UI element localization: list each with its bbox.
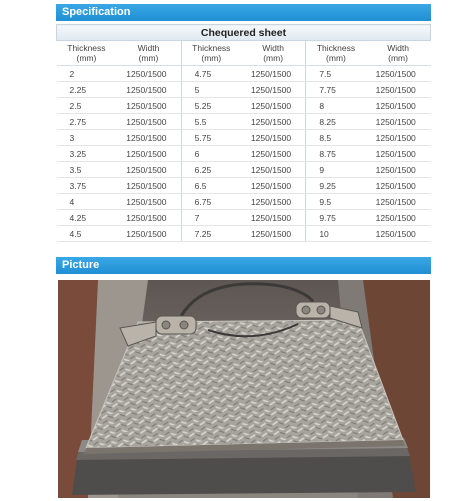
width-cell: 1250/1500 — [366, 226, 431, 242]
table-title-row — [57, 25, 431, 41]
thickness-cell: 8.5 — [306, 130, 366, 146]
table-row — [57, 146, 431, 162]
thickness-cell: 8 — [306, 98, 366, 114]
chequered-plate-image — [58, 280, 430, 498]
table-title: Chequered sheet — [57, 25, 431, 41]
thickness-cell: 3.75 — [57, 178, 117, 194]
header-thickness-2: Thickness (mm) — [181, 41, 241, 66]
thickness-cell: 9 — [306, 162, 366, 178]
width-cell: 1250/1500 — [116, 82, 181, 98]
header-width-1: Width (mm) — [116, 41, 181, 66]
thickness-cell: 5.75 — [181, 130, 241, 146]
thickness-cell: 7 — [181, 210, 241, 226]
thickness-cell: 3.5 — [57, 162, 117, 178]
header-thickness-1: Thickness (mm) — [57, 41, 117, 66]
width-cell: 1250/1500 — [241, 178, 306, 194]
thickness-cell: 6.5 — [181, 178, 241, 194]
width-cell: 1250/1500 — [241, 114, 306, 130]
thickness-cell: 7.5 — [306, 66, 366, 82]
thickness-cell: 2 — [57, 66, 117, 82]
table-row — [57, 66, 431, 82]
thickness-cell: 2.5 — [57, 98, 117, 114]
thickness-cell: 6.75 — [181, 194, 241, 210]
width-cell: 1250/1500 — [241, 98, 306, 114]
table-row — [57, 162, 431, 178]
width-cell: 1250/1500 — [116, 162, 181, 178]
width-cell: 1250/1500 — [116, 178, 181, 194]
chequered-sheet-table — [56, 24, 431, 242]
thickness-cell: 9.25 — [306, 178, 366, 194]
table-row — [57, 82, 431, 98]
thickness-cell: 4.75 — [181, 66, 241, 82]
width-cell: 1250/1500 — [241, 130, 306, 146]
table-row — [57, 130, 431, 146]
thickness-cell: 9.5 — [306, 194, 366, 210]
table-body — [57, 66, 431, 242]
thickness-cell: 4.25 — [57, 210, 117, 226]
width-cell: 1250/1500 — [116, 146, 181, 162]
width-cell: 1250/1500 — [116, 66, 181, 82]
width-cell: 1250/1500 — [241, 226, 306, 242]
width-cell: 1250/1500 — [366, 210, 431, 226]
thickness-cell: 3.25 — [57, 146, 117, 162]
width-cell: 1250/1500 — [116, 130, 181, 146]
table-row — [57, 178, 431, 194]
width-cell: 1250/1500 — [366, 146, 431, 162]
width-cell: 1250/1500 — [116, 210, 181, 226]
thickness-cell: 6.25 — [181, 162, 241, 178]
thickness-cell: 5 — [181, 82, 241, 98]
thickness-cell: 5.25 — [181, 98, 241, 114]
thickness-cell: 10 — [306, 226, 366, 242]
width-cell: 1250/1500 — [366, 66, 431, 82]
thickness-cell: 6 — [181, 146, 241, 162]
width-cell: 1250/1500 — [366, 130, 431, 146]
thickness-cell: 4 — [57, 194, 117, 210]
table-row — [57, 194, 431, 210]
specification-heading: Specification — [56, 4, 431, 21]
width-cell: 1250/1500 — [241, 82, 306, 98]
width-cell: 1250/1500 — [241, 66, 306, 82]
width-cell: 1250/1500 — [241, 162, 306, 178]
chequered-sheet-photo — [58, 280, 430, 498]
thickness-cell: 3 — [57, 130, 117, 146]
table-row — [57, 226, 431, 242]
header-width-2: Width (mm) — [241, 41, 306, 66]
width-cell: 1250/1500 — [366, 98, 431, 114]
thickness-cell: 2.75 — [57, 114, 117, 130]
thickness-cell: 7.25 — [181, 226, 241, 242]
header-thickness-3: Thickness (mm) — [306, 41, 366, 66]
width-cell: 1250/1500 — [366, 194, 431, 210]
width-cell: 1250/1500 — [241, 146, 306, 162]
width-cell: 1250/1500 — [241, 194, 306, 210]
header-width-3: Width (mm) — [366, 41, 431, 66]
table-row — [57, 210, 431, 226]
width-cell: 1250/1500 — [241, 210, 306, 226]
width-cell: 1250/1500 — [366, 114, 431, 130]
width-cell: 1250/1500 — [116, 98, 181, 114]
width-cell: 1250/1500 — [366, 82, 431, 98]
picture-heading: Picture — [56, 257, 431, 274]
table-row — [57, 98, 431, 114]
thickness-cell: 4.5 — [57, 226, 117, 242]
thickness-cell: 8.25 — [306, 114, 366, 130]
thickness-cell: 8.75 — [306, 146, 366, 162]
table-header-row — [57, 41, 431, 66]
thickness-cell: 5.5 — [181, 114, 241, 130]
thickness-cell: 7.75 — [306, 82, 366, 98]
thickness-cell: 9.75 — [306, 210, 366, 226]
table-row — [57, 114, 431, 130]
width-cell: 1250/1500 — [116, 226, 181, 242]
thickness-cell: 2.25 — [57, 82, 117, 98]
width-cell: 1250/1500 — [116, 114, 181, 130]
width-cell: 1250/1500 — [116, 194, 181, 210]
width-cell: 1250/1500 — [366, 162, 431, 178]
width-cell: 1250/1500 — [366, 178, 431, 194]
